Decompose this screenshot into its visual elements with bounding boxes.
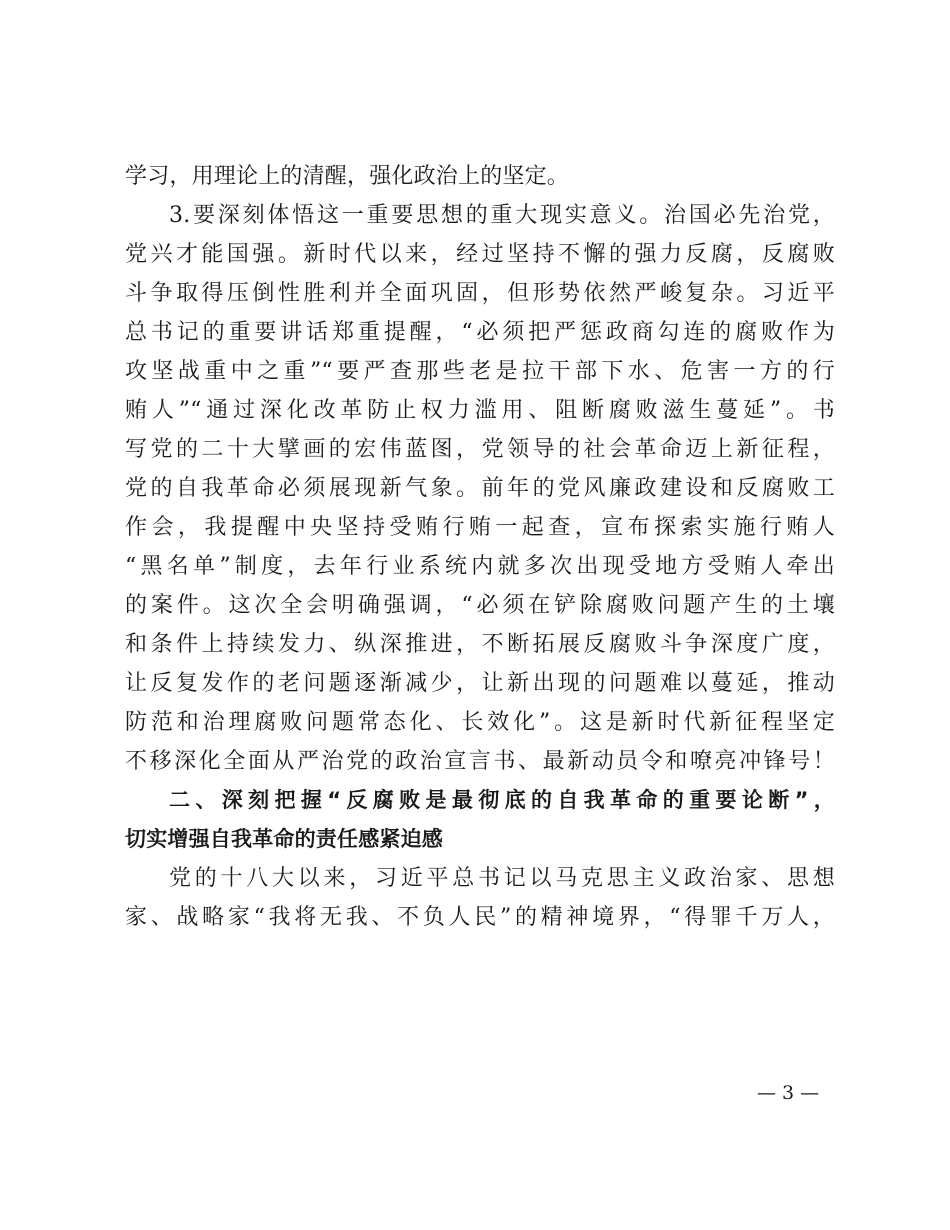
- text-line: 党的十八大以来，习近平总书记以马克思主义政治家、思想: [169, 866, 835, 891]
- text-line: 学习，用理论上的清醒，强化政治上的坚定。: [125, 164, 570, 189]
- text-line: 攻坚战重中之重”“要严查那些老是拉干部下水、危害一方的行: [125, 359, 835, 384]
- text-line: 的案件。这次全会明确强调，“必须在铲除腐败问题产生的土壤: [125, 593, 835, 618]
- text-line: 防范和治理腐败问题常态化、长效化”。这是新时代新征程坚定: [125, 710, 835, 735]
- text-line: 和条件上持续发力、纵深推进，不断拓展反腐败斗争深度广度，: [125, 632, 835, 657]
- text-line: 不移深化全面从严治党的政治宣言书、最新动员令和嘹亮冲锋号！: [125, 749, 835, 774]
- text-line: “黑名单”制度，去年行业系统内就多次出现受地方受贿人牵出: [125, 554, 835, 579]
- text-line: 贿人”“通过深化改革防止权力滥用、阻断腐败滋生蔓延”。书: [125, 398, 835, 423]
- text-line: 3.要深刻体悟这一重要思想的重大现实意义。治国必先治党，: [169, 203, 835, 228]
- text-line: 家、战略家“我将无我、不负人民”的精神境界，“得罪千万人，: [125, 905, 835, 930]
- section-heading: 二、深刻把握“反腐败是最彻底的自我革命的重要论断”，: [169, 788, 835, 812]
- text-line: 写党的二十大擘画的宏伟蓝图，党领导的社会革命迈上新征程，: [125, 437, 835, 462]
- section-heading-continued: 切实增强自我革命的责任感紧迫感: [125, 827, 443, 851]
- text-line: 党的自我革命必须展现新气象。前年的党风廉政建设和反腐败工: [125, 476, 835, 501]
- page-number: — 3 —: [757, 1082, 820, 1104]
- text-line: 党兴才能国强。新时代以来，经过坚持不懈的强力反腐，反腐败: [125, 242, 835, 267]
- text-line: 让反复发作的老问题逐渐减少，让新出现的问题难以蔓延，推动: [125, 671, 835, 696]
- text-line: 总书记的重要讲话郑重提醒，“必须把严惩政商勾连的腐败作为: [125, 320, 835, 345]
- text-line: 作会，我提醒中央坚持受贿行贿一起查，宣布探索实施行贿人: [125, 515, 835, 540]
- text-line: 斗争取得压倒性胜利并全面巩固，但形势依然严峻复杂。习近平: [125, 281, 835, 306]
- document-body: [125, 166, 835, 946]
